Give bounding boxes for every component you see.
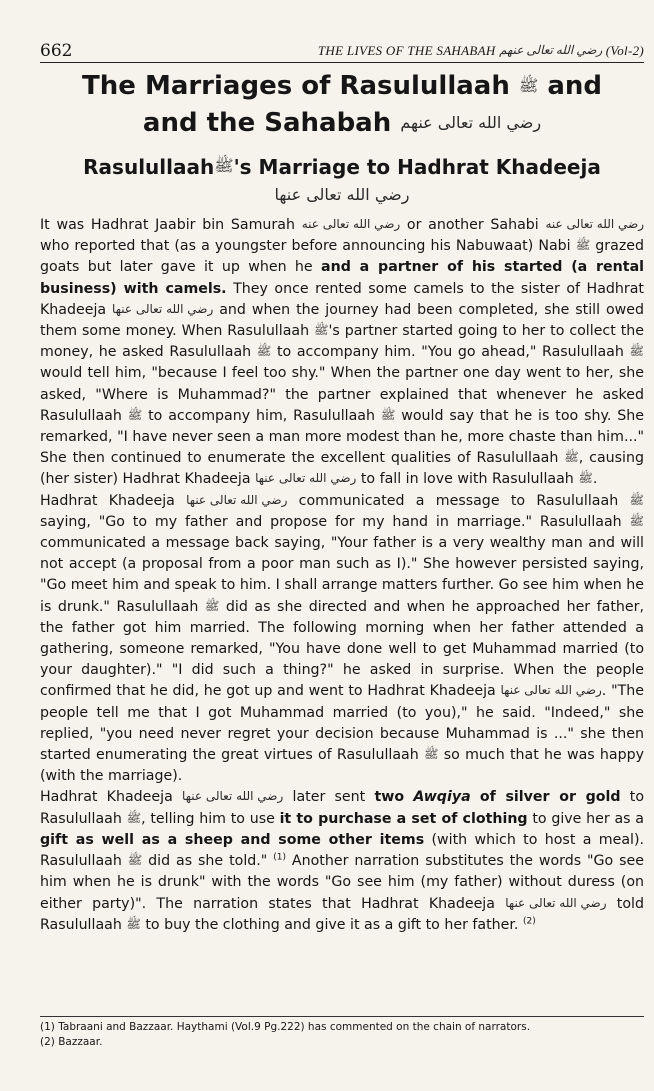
section-title: Rasulullaahﷺ's Marriage to Hadhrat Khadeeja رضي الله تعالى عنها [83, 155, 601, 204]
honorific-calligraphy: رضي الله تعالى عنها [500, 683, 602, 698]
honorific-calligraphy: ﷺ [629, 492, 644, 507]
honorific-calligraphy: ﷺ [204, 598, 220, 613]
paragraph: Hadhrat Khadeeja رضي الله تعالى عنها communicated a message to Rasulullaah ﷺ saying, "Go to my father and propose for my hand in marriage." Rasulullaah ﷺ communicated a message back saying, "Your father is a very wealthy man and will not accept (a proposal from a poor man such as I)." She however persisted saying, "Go meet him and speak to him. I shall arrange matters further. Go see him when he is drunk." Rasulullaah ﷺ did as she directed and when he approached her father, the father got him married. The following morning when her father attended a gathering, someone remarked, "You have done well to get Muhammad married (to your daughter)." "I did such a thing?" he asked in surprise. When the people confirmed that he did, he got up and went to Hadhrat Khadeeja رضي الله تعالى عنها. "The people tell me that I got Muhammad married (to you)," he said. "Indeed," she replied, "you need never regret your decision because Muhammad is ..." she then started enumerating the great virtues of Rasulullaah ﷺ so much that he was happy (with the marriage). [40, 492, 645, 785]
paragraph: Hadhrat Khadeeja رضي الله تعالى عنها later sent two Awqiya of silver or gold to Rasulullaah ﷺ, telling him to use it to purchase a set of clothing to give her as a gift as well as a sheep and some other items (with which to host a meal). Rasulullaah ﷺ did as she told." $^{(1)}$ Another narration substitutes the words "Go see him when he is drunk" with the words "Go see him (my father) without duress (on either party)". The narration states that Hadhrat Khadeeja رضي الله تعالى عنها told Rasulullaah ﷺ to buy the clothing and give it as a gift to her father. $^{(2)}$ [40, 789, 645, 933]
honorific-calligraphy: رضي الله تعالى عنها [274, 185, 410, 204]
honorific-calligraphy: رضي الله تعالى عنها [505, 895, 607, 910]
chapter-title: The Marriages of Rasulullaah ﷺ and and the Sahabah رضي الله تعالى عنهم [82, 71, 602, 138]
honorific-calligraphy: ﷺ [256, 344, 272, 359]
honorific-calligraphy: ﷺ [564, 450, 579, 465]
footnote-ref: (2) [522, 915, 536, 926]
honorific-calligraphy: ﷺ [126, 810, 142, 825]
honorific-calligraphy: رضي الله تعالى عنها [182, 789, 284, 804]
footnote-ref: (1) [273, 852, 286, 863]
page-number: 662 [40, 41, 73, 61]
honorific-calligraphy: ﷺ [314, 323, 329, 338]
honorific-calligraphy: رضي الله تعالى عنهم [499, 43, 603, 57]
honorific-calligraphy: رضي الله تعالى عنها [112, 301, 214, 316]
honorific-calligraphy: ﷺ [127, 853, 143, 868]
honorific-calligraphy: ﷺ [127, 407, 143, 422]
honorific-calligraphy: ﷺ [424, 747, 439, 762]
honorific-calligraphy: رضي الله تعالى عنها [255, 471, 357, 486]
honorific-calligraphy: ﷺ [518, 76, 539, 95]
footnotes [40, 1020, 644, 1050]
honorific-calligraphy: رضي الله تعالى عنه [545, 217, 644, 231]
body-text [40, 215, 644, 936]
honorific-calligraphy: ﷺ [380, 407, 396, 422]
running-title-text: THE LIVES OF THE SAHABAH [317, 43, 496, 58]
honorific-calligraphy: ﷺ [578, 471, 593, 486]
honorific-calligraphy: ﷺ [629, 344, 645, 359]
footnote: (2) Bazzaar. [40, 1036, 103, 1048]
honorific-calligraphy: رضي الله تعالى عنهم [400, 113, 542, 132]
honorific-calligraphy: ﷺ [575, 238, 591, 253]
honorific-calligraphy: رضي الله تعالى عنه [301, 217, 401, 231]
footnote-divider [40, 1016, 644, 1017]
running-header [40, 42, 644, 63]
honorific-calligraphy: ﷺ [214, 156, 234, 175]
running-title [318, 43, 644, 59]
volume-label: (Vol-2) [605, 43, 644, 58]
honorific-calligraphy: رضي الله تعالى عنها [186, 492, 288, 507]
honorific-calligraphy: ﷺ [629, 513, 644, 528]
footnote: (1) Tabraani and Bazzaar. Haythami (Vol.9 Pg.222) has commented on the chain of narrators. [40, 1021, 531, 1033]
paragraph: It was Hadhrat Jaabir bin Samurah رضي الله تعالى عنه or another Sahabi رضي الله تعالى عنه who reported that (as a youngster before announcing his Nabuwaat) Nabi ﷺ grazed goats but later gave it up when he and a partner of his started (a rental business) with camels. They once rented some camels to the sister of Hadhrat Khadeeja رضي الله تعالى عنها and when the journey had been completed, she still owed them some money. When Rasulullaah ﷺ's partner started going to her to collect the money, he asked Rasulullaah ﷺ to accompany him. "You go ahead," Rasulullaah ﷺ would tell him, "because I feel too shy." When the partner one day went to her, she asked, "Where is Muhammad?" the partner explained that whenever he asked Rasulullaah ﷺ to accompany him, Rasulullaah ﷺ would say that he is too shy. She remarked, "I have never seen a man more modest than he, more chaste than him..." She then continued to enumerate the excellent qualities of Rasulullaah ﷺ, causing (her sister) Hadhrat Khadeeja رضي الله تعالى عنها to fall in love with Rasulullaah ﷺ. [40, 217, 645, 488]
honorific-calligraphy: ﷺ [126, 916, 141, 931]
